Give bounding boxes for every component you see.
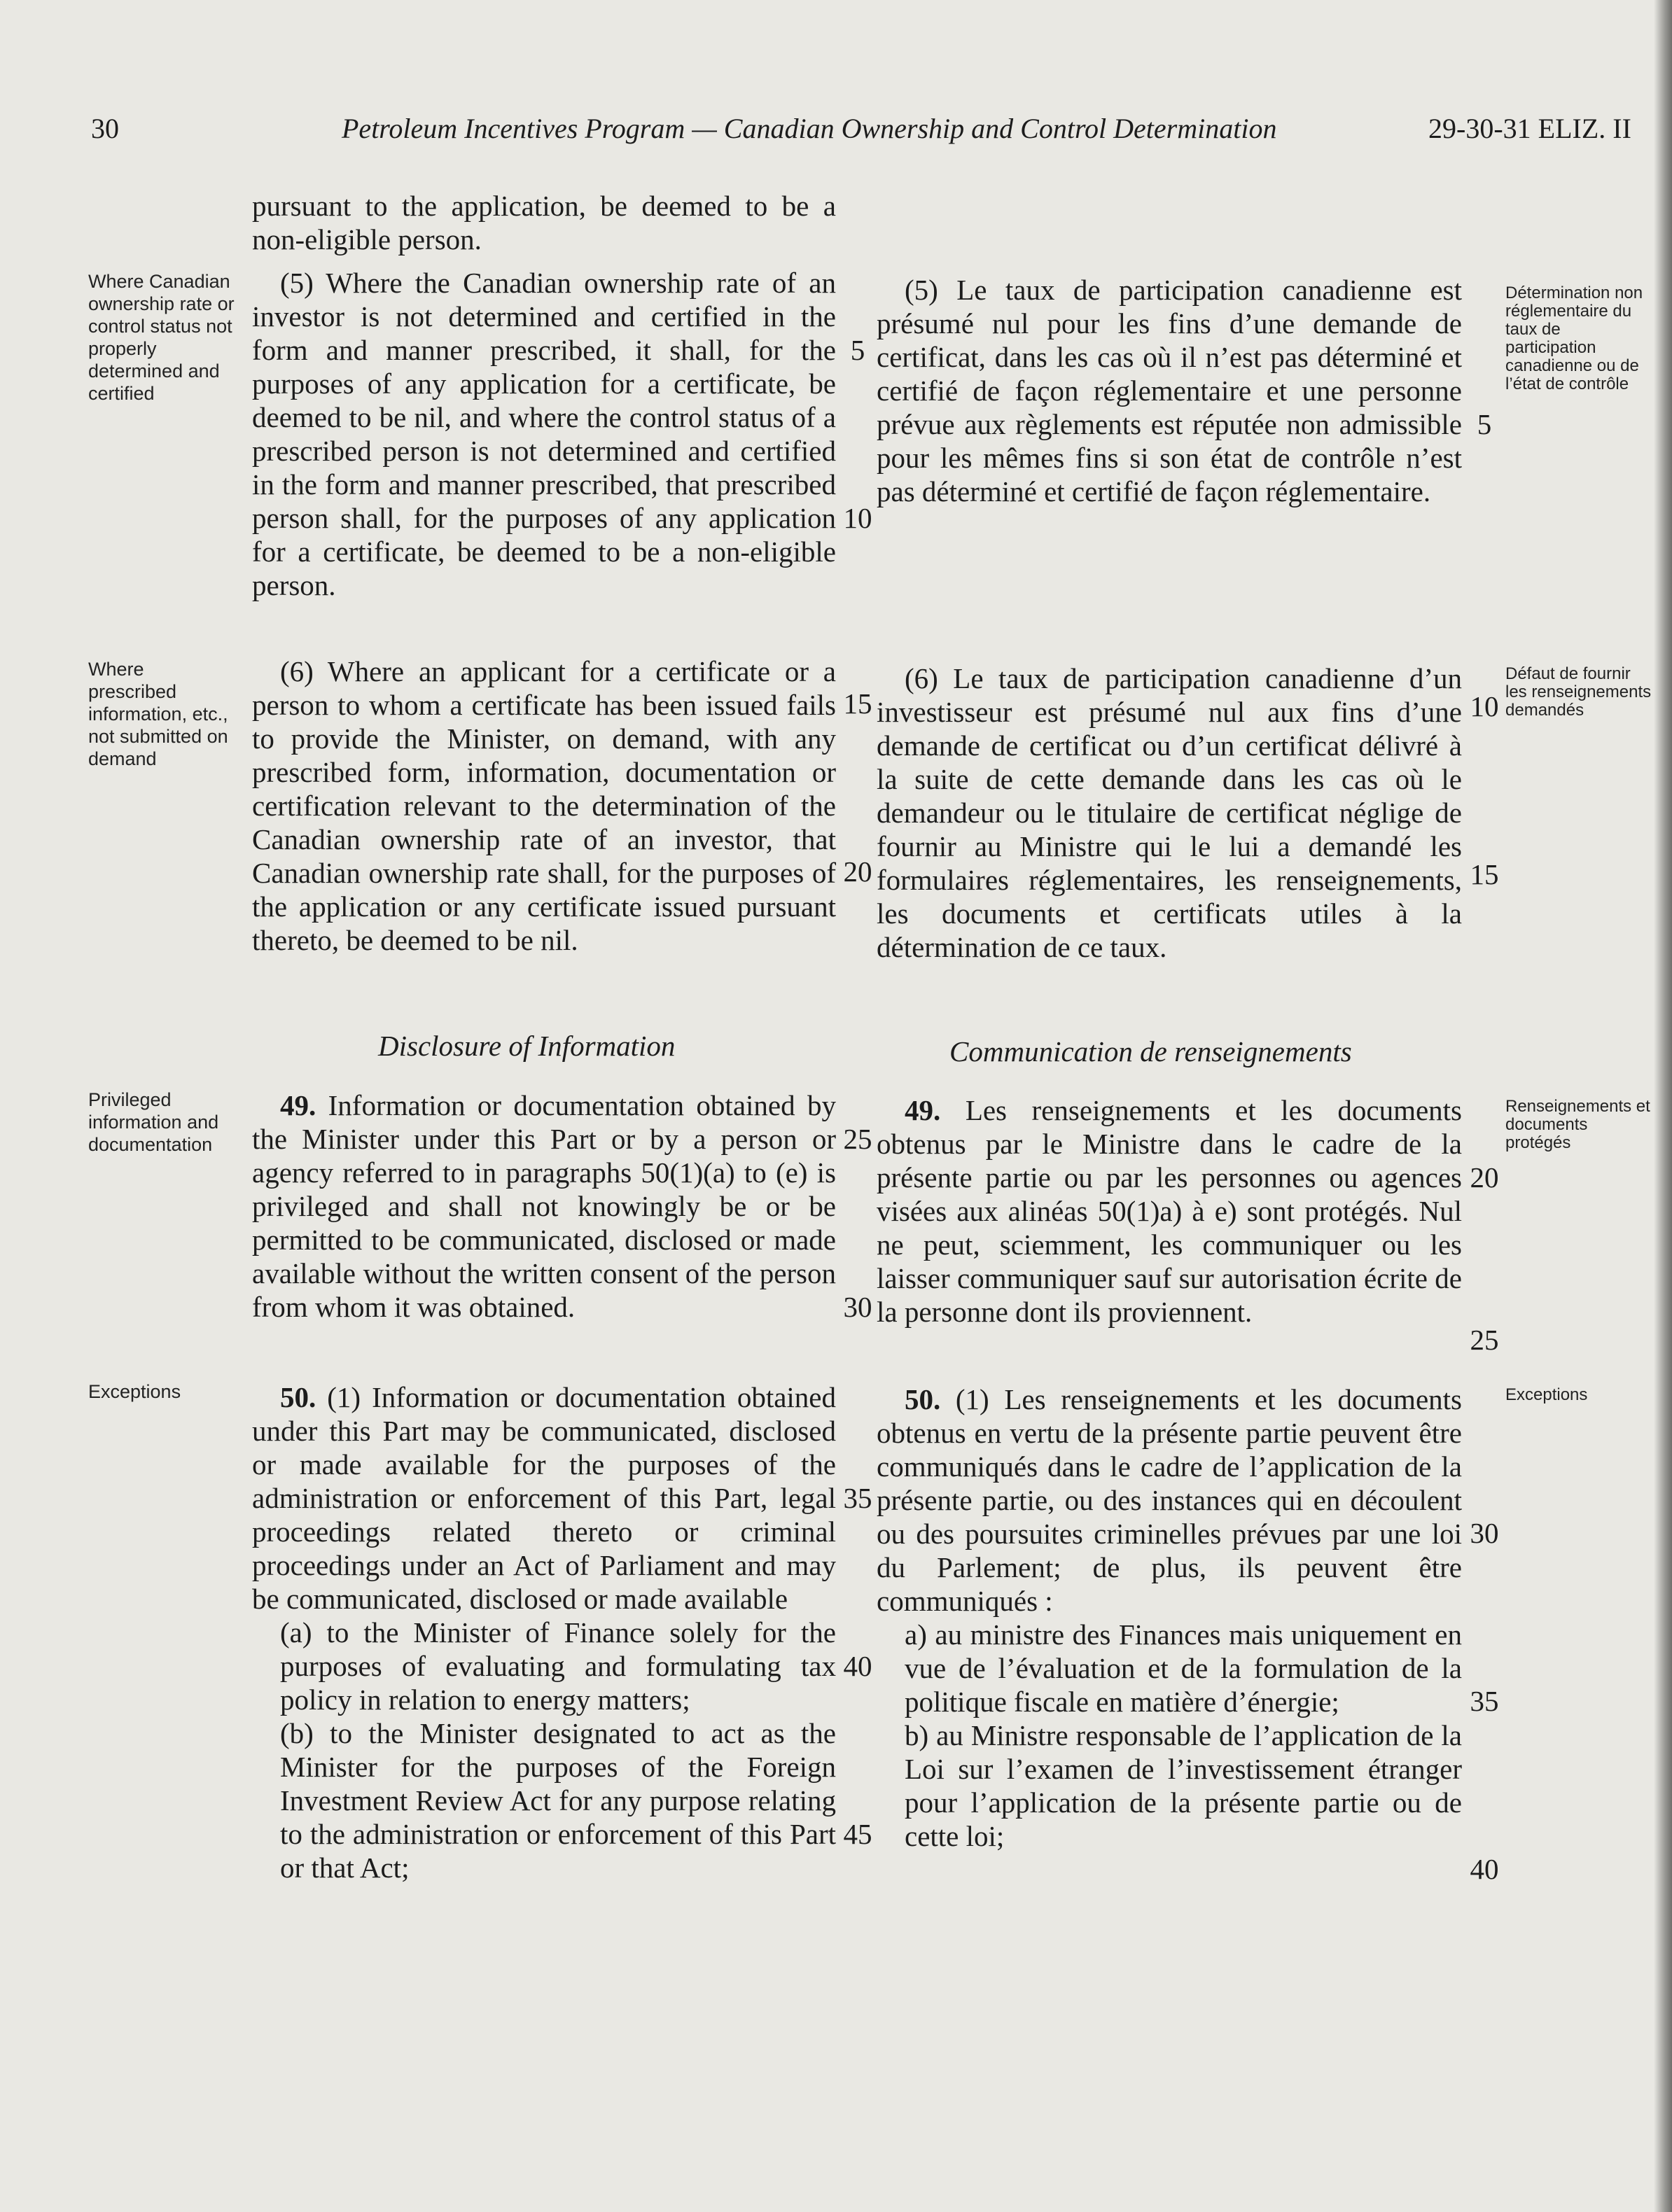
en-section-49 bbox=[252, 1088, 836, 1324]
margin-note-en-49: Privileged information and documentation bbox=[88, 1089, 219, 1155]
en-heading: Disclosure of Information bbox=[378, 1030, 676, 1062]
en-subsection-5 bbox=[252, 266, 836, 602]
en-section-49-text: Information or documentation obtained by the Minister under this Part or by a person or agency referred to in paragraphs 50(1)(a) to (e) is privileged and shall not knowingly be or be permitted to be communicated, disclosed or made available without the written consent of the person from whom it was obtained. bbox=[252, 1089, 836, 1323]
en-paragraph-6: (6) Where an applicant for a certificate or a person to whom a certificate has been issued fails to provide the Minister, on demand, with any prescribed form, information, documentation or certification relevant to the determination of the Canadian ownership rate of an investor, that Canadian ownership rate shall, for the purposes of the application or any certificate issued pursuant thereto, be deemed to be nil. bbox=[252, 655, 836, 956]
margin-note-en-5: Where Canadian ownership rate or control status not properly determined and certified bbox=[88, 271, 235, 404]
line-number: 20 bbox=[1470, 1161, 1499, 1194]
fr-section-49-text: Les renseignements et les documents obtenus par le Ministre dans le cadre de la présente partie ou par les personnes ou agences visées aux alinéas 50(1)a) à e) sont protégés. Nul ne peut, sciemment, les communiquer ou les laisser communiquer sauf sur autorisation écrite de la personne dont ils proviennent. bbox=[877, 1094, 1463, 1328]
margin-note-fr-50: Exceptions bbox=[1505, 1385, 1588, 1404]
line-number: 5 bbox=[1477, 408, 1492, 440]
line-number: 40 bbox=[843, 1650, 872, 1682]
line-number: 40 bbox=[1470, 1853, 1499, 1885]
regnal-year: 29-30-31 ELIZ. II bbox=[1428, 113, 1631, 144]
fr-paragraph-50 bbox=[877, 1382, 1462, 1618]
line-number: 15 bbox=[843, 687, 872, 720]
line-number: 20 bbox=[843, 855, 872, 888]
fr-subsection-5 bbox=[877, 273, 1462, 508]
line-number: 45 bbox=[843, 1818, 872, 1850]
fr-section-50-number: 50. bbox=[905, 1383, 941, 1415]
en-section-50-a: (a) to the Minister of Finance solely for the purposes of evaluating and formulating tax policy in relation to energy matters; bbox=[280, 1616, 836, 1716]
en-section-50-b: (b) to the Minister designated to act as the Minister for the purposes of the Foreign Investment Review Act for any purpose relating to the administration or enforcement of this Part or that Act; bbox=[280, 1717, 836, 1884]
en-paragraph-continued: pursuant to the application, be deemed to be a non-eligible person. bbox=[252, 190, 836, 255]
fr-subsection-6 bbox=[877, 662, 1462, 964]
fr-heading: Communication de renseignements bbox=[949, 1035, 1352, 1068]
en-section-49-number: 49. bbox=[280, 1089, 316, 1121]
fr-section-50-b: b) au Ministre responsable de l’application de la Loi sur l’examen de l’investissement étranger pour l’application de la présente partie ou de cette loi; bbox=[905, 1719, 1462, 1852]
en-continuation bbox=[252, 189, 836, 256]
fr-paragraph-49 bbox=[877, 1093, 1462, 1329]
page-edge-shadow bbox=[1654, 0, 1672, 2212]
line-number: 5 bbox=[850, 334, 865, 366]
fr-section-50 bbox=[877, 1382, 1462, 1853]
en-section-50-number: 50. bbox=[280, 1381, 316, 1413]
en-subsection-6 bbox=[252, 654, 836, 957]
line-number: 25 bbox=[843, 1123, 872, 1155]
margin-note-fr-49: Renseignements et documents protégés bbox=[1505, 1097, 1650, 1152]
fr-paragraph-6: (6) Le taux de participation canadienne d’un investisseur est présumé nul aux fins d’une demande de certificat ou d’un certificat délivré à la suite de cette demande dans les cas où le demandeur ou le titulaire de certificat néglige de fournir au Ministre qui le lui a demandé les formulaires réglementaires, les renseignements, les documents et certificats utiles à la détermination de ce taux. bbox=[877, 662, 1462, 963]
fr-paragraph-5: (5) Le taux de participation canadienne est présumé nul pour les fins d’une demande de certificat, dans les cas où il n’est pas déterminé et certifié de façon réglementaire et une personne prévue aux règlements est réputée non admissible pour les mêmes fins si son état de contrôle n’est pas déterminé et certifié de façon réglementaire. bbox=[877, 274, 1462, 507]
en-paragraph-49 bbox=[252, 1088, 836, 1324]
en-paragraph-50 bbox=[252, 1380, 836, 1616]
margin-note-fr-6: Défaut de fournir les renseignements demandés bbox=[1505, 664, 1652, 720]
margin-note-en-6: Where prescribed information, etc., not submitted on demand bbox=[88, 659, 228, 769]
line-number: 15 bbox=[1470, 858, 1499, 890]
line-number: 10 bbox=[1470, 690, 1499, 722]
line-number: 25 bbox=[1470, 1324, 1499, 1356]
line-number: 10 bbox=[843, 502, 872, 534]
line-number: 30 bbox=[843, 1291, 872, 1323]
margin-note-en-50: Exceptions bbox=[88, 1381, 181, 1402]
fr-section-49-number: 49. bbox=[905, 1094, 941, 1126]
running-title: Petroleum Incentives Program — Canadian Ownership and Control Determination bbox=[342, 113, 1277, 144]
fr-section-50-text: (1) Les renseignements et les documents obtenus en vertu de la présente partie peuvent être communiqués dans le cadre de l’application de la présente partie, ou des instances qui en découlent ou des poursuites criminelles prévues par une loi du Parlement; de plus, ils peuvent être communiqués : bbox=[877, 1383, 1462, 1617]
page-header bbox=[0, 112, 1672, 154]
en-section-50 bbox=[252, 1380, 836, 1884]
fr-section-49 bbox=[877, 1093, 1462, 1329]
line-number: 30 bbox=[1470, 1517, 1499, 1549]
margin-note-fr-5: Détermination non réglementaire du taux de participation canadienne ou de l’état de contrôle bbox=[1505, 284, 1643, 393]
en-paragraph-5: (5) Where the Canadian ownership rate of an investor is not determined and certified in the form and manner prescribed, it shall, for the purposes of any application for a certificate, be deemed to be nil, and where the control status of a prescribed person is not determined and certified in the form and manner prescribed, that prescribed person shall, for the purposes of any application for a certificate, be deemed to be a non-eligible person. bbox=[252, 267, 836, 601]
line-number: 35 bbox=[843, 1482, 872, 1514]
fr-section-50-a: a) au ministre des Finances mais uniquement en vue de l’évaluation et de la formulation de la politique fiscale en matière d’énergie; bbox=[905, 1618, 1462, 1718]
line-number: 35 bbox=[1470, 1685, 1499, 1717]
page-number: 30 bbox=[91, 113, 119, 144]
en-section-50-text: (1) Information or documentation obtained under this Part may be communicated, disclosed or made available for the purposes of the administration or enforcement of this Part, legal proceedings related thereto or criminal proceedings under an Act of Parliament and may be communicated, disclosed or made available bbox=[252, 1381, 836, 1615]
